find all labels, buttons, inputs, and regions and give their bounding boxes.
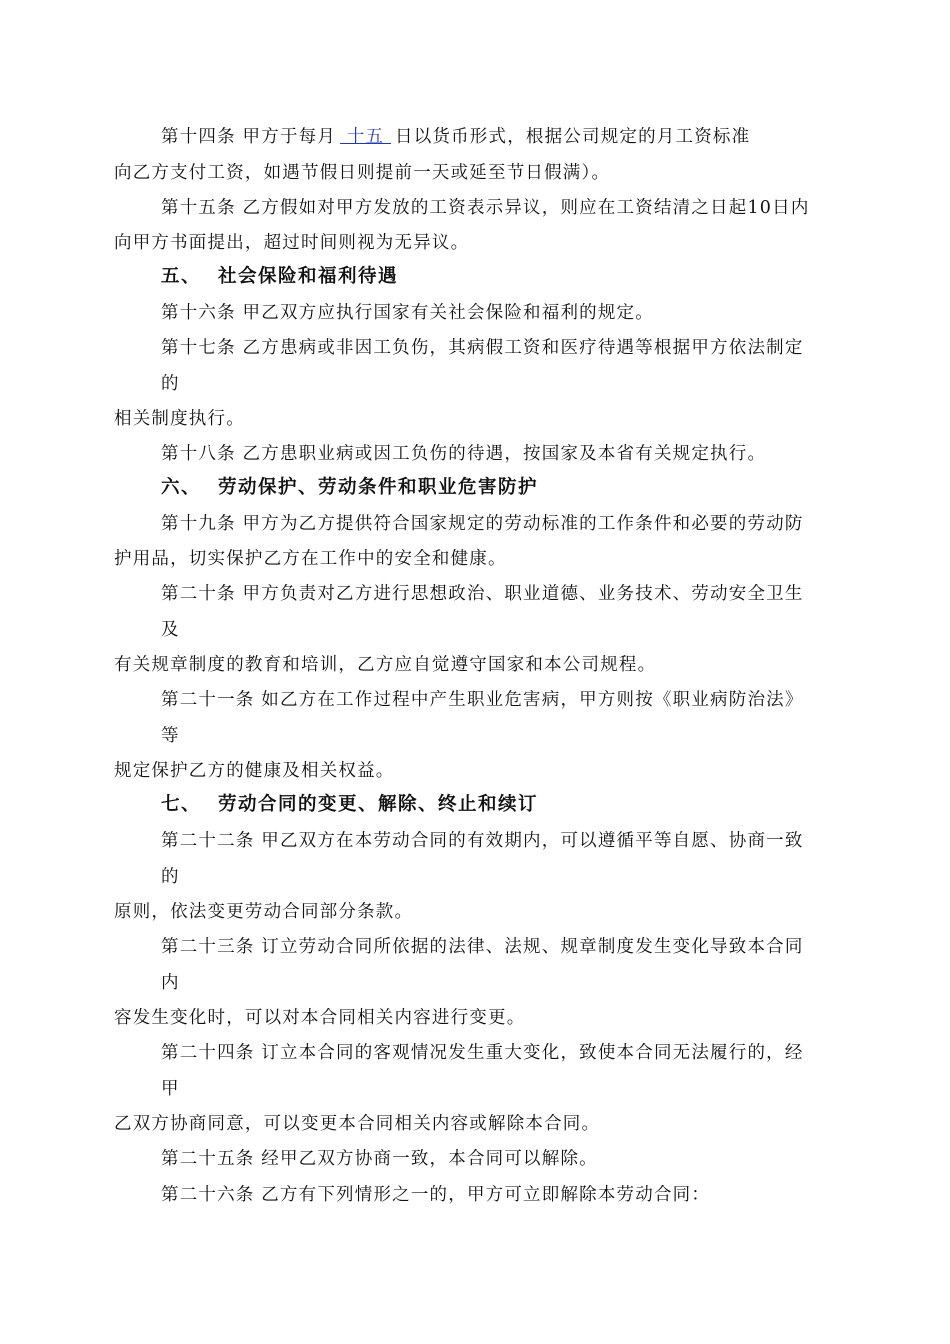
clause-text: 第十四条 甲方于每月 bbox=[161, 127, 337, 147]
clause-19-line-1: 第十九条 甲方为乙方提供符合国家规定的劳动标准的工作条件和必要的劳动防 bbox=[161, 514, 804, 534]
clause-23-line-1: 第二十三条 订立劳动合同所依据的法律、法规、规章制度发生变化导致本合同 bbox=[161, 937, 804, 957]
clause-24-line-2: 甲 bbox=[161, 1079, 180, 1099]
clause-14-line-1 bbox=[161, 126, 750, 148]
clause-20-line-2: 及 bbox=[161, 620, 180, 640]
clause-21-line-2: 等 bbox=[161, 726, 180, 746]
clause-24-line-1: 第二十四条 订立本合同的客观情况发生重大变化，致使本合同无法履行的，经 bbox=[161, 1043, 804, 1063]
section-heading-6 bbox=[161, 477, 538, 499]
section-number: 七、 bbox=[161, 794, 202, 815]
clause-22-line-3: 原则，依法变更劳动合同部分条款。 bbox=[114, 902, 414, 922]
clause-18: 第十八条 乙方患职业病或因工负伤的待遇，按国家及本省有关规定执行。 bbox=[161, 444, 767, 464]
clause-15-line-1: 第十五条 乙方假如对甲方发放的工资表示异议，则应在工资结清之日起10日内 bbox=[161, 198, 810, 218]
clause-16: 第十六条 甲乙双方应执行国家有关社会保险和福利的规定。 bbox=[161, 303, 654, 323]
clause-26: 第二十六条 乙方有下列情形之一的，甲方可立即解除本劳动合同： bbox=[161, 1185, 711, 1205]
clause-15-line-2: 向甲方书面提出，超过时间则视为无异议。 bbox=[114, 233, 470, 253]
section-number: 五、 bbox=[161, 266, 202, 287]
clause-text-tail: 日以货币形式，根据公司规定的月工资标准 bbox=[395, 127, 751, 147]
fill-in-day: 十五 bbox=[340, 127, 391, 147]
clause-23-line-3: 容发生变化时，可以对本合同相关内容进行变更。 bbox=[114, 1008, 526, 1028]
clause-17-line-2: 的 bbox=[161, 374, 180, 394]
clause-17-line-3: 相关制度执行。 bbox=[114, 409, 245, 429]
section-title: 劳动保护、劳动条件和职业危害防护 bbox=[218, 477, 539, 498]
clause-21-line-1: 第二十一条 如乙方在工作过程中产生职业危害病，甲方则按《职业病防治法》 bbox=[161, 690, 804, 710]
clause-23-line-2: 内 bbox=[161, 973, 180, 993]
clause-21-line-3: 规定保护乙方的健康及相关权益。 bbox=[114, 761, 395, 781]
section-title: 劳动合同的变更、解除、终止和续订 bbox=[218, 794, 539, 815]
clause-20-line-1: 第二十条 甲方负责对乙方进行思想政治、职业道德、业务技术、劳动安全卫生 bbox=[161, 584, 804, 604]
clause-24-line-3: 乙双方协商同意，可以变更本合同相关内容或解除本合同。 bbox=[114, 1114, 601, 1134]
section-number: 六、 bbox=[161, 477, 202, 498]
clause-22-line-2: 的 bbox=[161, 867, 180, 887]
section-title: 社会保险和福利待遇 bbox=[218, 266, 399, 287]
clause-25: 第二十五条 经甲乙双方协商一致，本合同可以解除。 bbox=[161, 1149, 598, 1169]
clause-22-line-1: 第二十二条 甲乙双方在本劳动合同的有效期内，可以遵循平等自愿、协商一致 bbox=[161, 831, 804, 851]
clause-20-line-3: 有关规章制度的教育和培训，乙方应自觉遵守国家和本公司规程。 bbox=[114, 655, 657, 675]
clause-19-line-2: 护用品，切实保护乙方在工作中的安全和健康。 bbox=[114, 549, 507, 569]
clause-14-line-2: 向乙方支付工资，如遇节假日则提前一天或延至节日假满）。 bbox=[114, 163, 611, 183]
section-heading-7 bbox=[161, 794, 538, 816]
section-heading-5 bbox=[161, 266, 398, 288]
clause-17-line-1: 第十七条 乙方患病或非因工负伤，其病假工资和医疗待遇等根据甲方依法制定 bbox=[161, 338, 804, 358]
